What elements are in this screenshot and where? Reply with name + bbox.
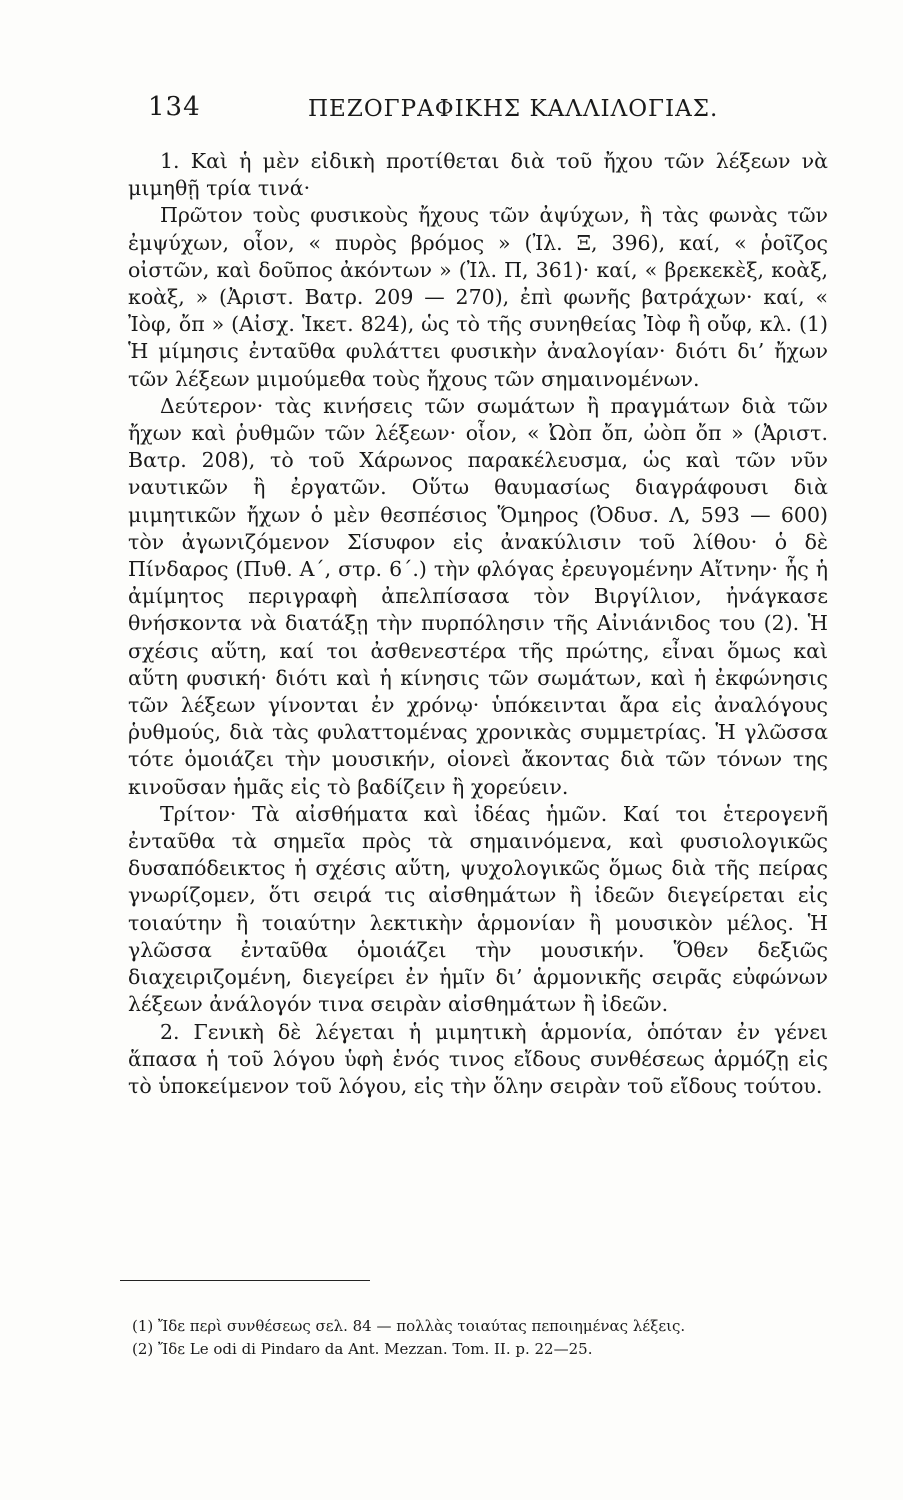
footnote-1: (1) Ἴδε περὶ συνθέσεως σελ. 84 — πολλὰς τοιαύτας πεποιημένας λέξεις.: [132, 1317, 686, 1335]
footnotes: [132, 1315, 822, 1361]
paragraph-4: Τρίτον· Τὰ αἰσθήματα καὶ ἰδέας ἡμῶν. Καί τοι ἑτερογενῆ ἐνταῦθα τὰ σημεῖα πρὸς τὰ σημαινόμενα, καὶ φυσιολογικῶς δυσαπόδεικτος ἡ σχέσις αὕτη, ψυχολογικῶς ὅμως διὰ τῆς πείρας γνωρίζομεν, ὅτι σειρά τις αἰσθημάτων ἢ ἰδεῶν διεγείρεται εἰς τοιαύτην ἢ τοιαύτην λεκτικὴν ἁρμονίαν ἢ μουσικὸν μέλος. Ἡ γλῶσσα ἐνταῦθα ὁμοιάζει τὴν μουσικήν. Ὅθεν δεξιῶς διαχειριζομένη, διεγείρει ἐν ἡμῖν δι’ ἁρμονικῆς σειρᾶς εὐφώνων λέξεων ἀνάλογόν τινα σειρὰν αἰσθημάτων ἢ ἰδεῶν.: [128, 801, 828, 1017]
footnote-divider: [120, 1280, 370, 1281]
running-title: ΠΕΖΟΓΡΑΦΙΚΗΣ ΚΑΛΛΙΛΟΓΙΑΣ.: [308, 96, 719, 122]
paragraph-1: 1. Καὶ ἡ μὲν εἰδικὴ προτίθεται διὰ τοῦ ἤχου τῶν λέξεων νὰ μιμηθῇ τρία τινά·: [128, 149, 828, 201]
paragraph-3: Δεύτερον· τὰς κινήσεις τῶν σωμάτων ἢ πραγμάτων διὰ τῶν ἤχων καὶ ῥυθμῶν τῶν λέξεων· οἷον, « Ὠὸπ ὄπ, ὠὸπ ὄπ » (Ἀριστ. Βατρ. 208), τὸ τοῦ Χάρωνος παρακέλευσμα, ὡς καὶ τῶν νῦν ναυτικῶν ἢ ἐργατῶν. Οὕτω θαυμασίως διαγράφουσι διὰ μιμητικῶν ἤχων ὁ μὲν θεσπέσιος Ὅμηρος (Ὀδυσ. Λ, 593 — 600) τὸν ἀγωνιζόμενον Σίσυφον εἰς ἀνακύλισιν τοῦ λίθου· ὁ δὲ Πίνδαρος (Πυθ. Α΄, στρ. 6΄.) τὴν φλόγας ἐρευγομένην Αἴτνην· ἧς ἡ ἀμίμητος περιγραφὴ ἀπελπίσασα τὸν Βιργίλιον, ἠνάγκασε θνήσκοντα νὰ διατάξῃ τὴν πυρπόλησιν τῆς Αἰνιάνιδος του (2). Ἡ σχέσις αὕτη, καί τοι ἀσθενεστέρα τῆς πρώτης, εἶναι ὅμως καὶ αὕτη φυσική· διότι καὶ ἡ κίνησις τῶν σωμάτων, καὶ ἡ ἐκφώνησις τῶν λέξεων γίνονται ἐν χρόνῳ· ὑπόκεινται ἄρα εἰς ἀναλόγους ῥυθμούς, διὰ τὰς φυλαττομένας χρονικὰς συμμετρίας. Ἡ γλῶσσα τότε ὁμοιάζει τὴν μουσικήν, οἱονεὶ ἄκοντας διὰ τῶν τόνων της κινοῦσαν ἡμᾶς εἰς τὸ βαδίζειν ἢ χορεύειν.: [128, 393, 828, 799]
footnote-2: (2) Ἴδε Le odi di Pindaro da Ant. Mezzan. Tom. II. p. 22—25.: [132, 1340, 593, 1358]
body-text: [128, 148, 828, 1100]
paragraph-5: 2. Γενικὴ δὲ λέγεται ἡ μιμητικὴ ἁρμονία, ὁπόταν ἐν γένει ἅπασα ἡ τοῦ λόγου ὑφὴ ἑνός τινος εἴδους συνθέσεως ἁρμόζῃ εἰς τὸ ὑποκείμενον τοῦ λόγου, εἰς τὴν ὅλην σειρὰν τοῦ εἴδους τούτου.: [128, 1019, 828, 1098]
paragraph-2: Πρῶτον τοὺς φυσικοὺς ἤχους τῶν ἀψύχων, ἢ τὰς φωνὰς τῶν ἐμψύχων, οἷον, « πυρὸς βρόμος » (Ἰλ. Ξ, 396), καί, « ῥοῖζος οἰστῶν, καὶ δοῦπος ἀκόντων » (Ἰλ. Π, 361)· καί, « βρεκεκὲξ, κοὰξ, κοὰξ, » (Ἀριστ. Βατρ. 209 — 270), ἐπὶ φωνῆς βατράχων· καί, « Ἰὸφ, ὄπ » (Αἰσχ. Ἱκετ. 824), ὡς τὸ τῆς συνηθείας Ἰὸφ ἢ οὔφ, κλ. (1) Ἡ μίμησις ἐνταῦθα φυλάττει φυσικὴν ἀναλογίαν· διότι δι’ ἤχων τῶν λέξεων μιμούμεθα τοὺς ἤχους τῶν σημαινομένων.: [128, 203, 828, 391]
page-header: [148, 92, 848, 132]
page-number: 134: [148, 92, 201, 122]
